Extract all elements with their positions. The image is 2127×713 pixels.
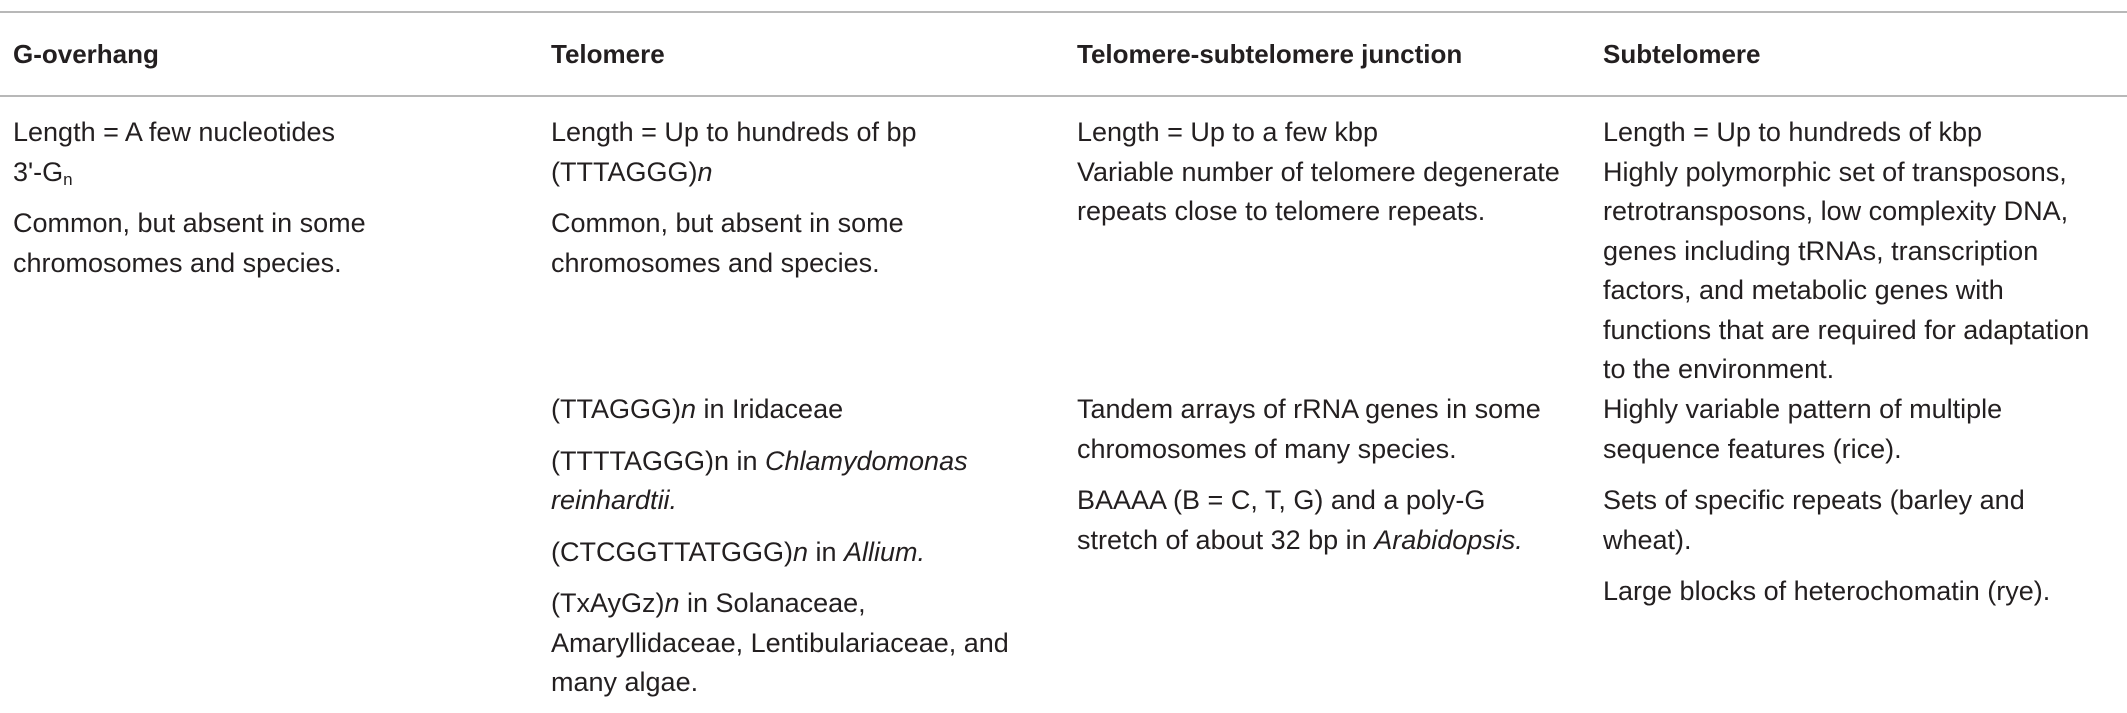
subtelomere-line: factors, and metabolic genes with xyxy=(1603,275,2004,305)
header-subtelomere: Subtelomere xyxy=(1603,39,1761,69)
goverhang-length: Length = A few nucleotides xyxy=(13,117,335,147)
subtelomere-rice-line2: sequence features (rice). xyxy=(1603,433,1902,464)
subtelomere-rye-line: Large blocks of heterochomatin (rye). xyxy=(1603,576,2051,606)
goverhang-note-line1: Common, but absent in some xyxy=(13,208,366,238)
goverhang-sequence: $3'-G_n$ xyxy=(13,156,73,189)
telomere-note-line1: Common, but absent in some xyxy=(551,208,904,238)
header-g-overhang: G-overhang xyxy=(13,39,159,69)
telomere-variant-chlamydomonas-line2: reinhardtii. xyxy=(551,485,678,515)
cell-subtelomere-row1 xyxy=(1603,113,2089,390)
subtelomere-rice-line1: Highly variable pattern of multiple xyxy=(1603,394,2003,424)
cell-junction-row2 xyxy=(1077,390,1541,560)
header-rule xyxy=(0,95,2127,97)
junction-baaaa-line1: BAAAA (B = C, T, G) and a poly-G xyxy=(1077,485,1486,515)
subtelomere-line: genes including tRNAs, transcription xyxy=(1603,235,2039,266)
junction-desc-line1: Variable number of telomere degenerate xyxy=(1077,156,1560,187)
goverhang-note-line2: chromosomes and species. xyxy=(13,247,342,278)
telomere-variant-iridaceae: (TTAGGG)n in Iridaceae xyxy=(551,394,844,424)
header-telomere: Telomere xyxy=(551,39,665,69)
cell-goverhang-row1 xyxy=(13,113,366,283)
junction-desc-line2: repeats close to telomere repeats. xyxy=(1077,196,1486,226)
subtelomere-line: functions that are required for adaptation xyxy=(1603,314,2090,345)
subtelomere-line: to the environment. xyxy=(1603,354,1835,384)
junction-rrna-line2: chromosomes of many species. xyxy=(1077,433,1457,464)
cell-telomere-row2 xyxy=(551,390,1009,703)
telomere-note-line2: chromosomes and species. xyxy=(551,247,880,278)
telomere-variant-solanaceae-line2: Amaryllidaceae, Lentibulariaceae, and xyxy=(551,627,1009,658)
telomere-variant-solanaceae: (TxAyGz)n in Solanaceae, xyxy=(551,588,866,618)
cell-junction-row1 xyxy=(1077,113,1560,232)
cell-subtelomere-row2 xyxy=(1603,390,2050,612)
telomere-sequence: (TTTAGGG)n xyxy=(551,156,713,187)
subtelomere-length: Length = Up to hundreds of kbp xyxy=(1603,117,1983,147)
junction-length: Length = Up to a few kbp xyxy=(1077,117,1378,147)
telomere-length: Length = Up to hundreds of bp xyxy=(551,117,917,147)
subtelomere-line: Highly polymorphic set of transposons, xyxy=(1603,156,2067,187)
subtelomere-line: retrotransposons, low complexity DNA, xyxy=(1603,196,2069,226)
header-junction: Telomere-subtelomere junction xyxy=(1077,39,1463,69)
telomere-variant-allium: (CTCGGTTATGGG)n in Allium. xyxy=(551,536,926,567)
table-top-rule xyxy=(0,11,2127,13)
telomere-variant-chlamydomonas: (TTTTAGGG)n in Chlamydomonas xyxy=(551,445,968,476)
junction-baaaa-line2: stretch of about 32 bp in Arabidopsis. xyxy=(1077,524,1523,555)
junction-rrna-line1: Tandem arrays of rRNA genes in some xyxy=(1077,394,1541,424)
subtelomere-barley-line2: wheat). xyxy=(1603,524,1692,555)
cell-telomere-row1 xyxy=(551,113,917,283)
telomere-variant-solanaceae-line3: many algae. xyxy=(551,667,699,697)
subtelomere-barley-line1: Sets of specific repeats (barley and xyxy=(1603,485,2025,515)
